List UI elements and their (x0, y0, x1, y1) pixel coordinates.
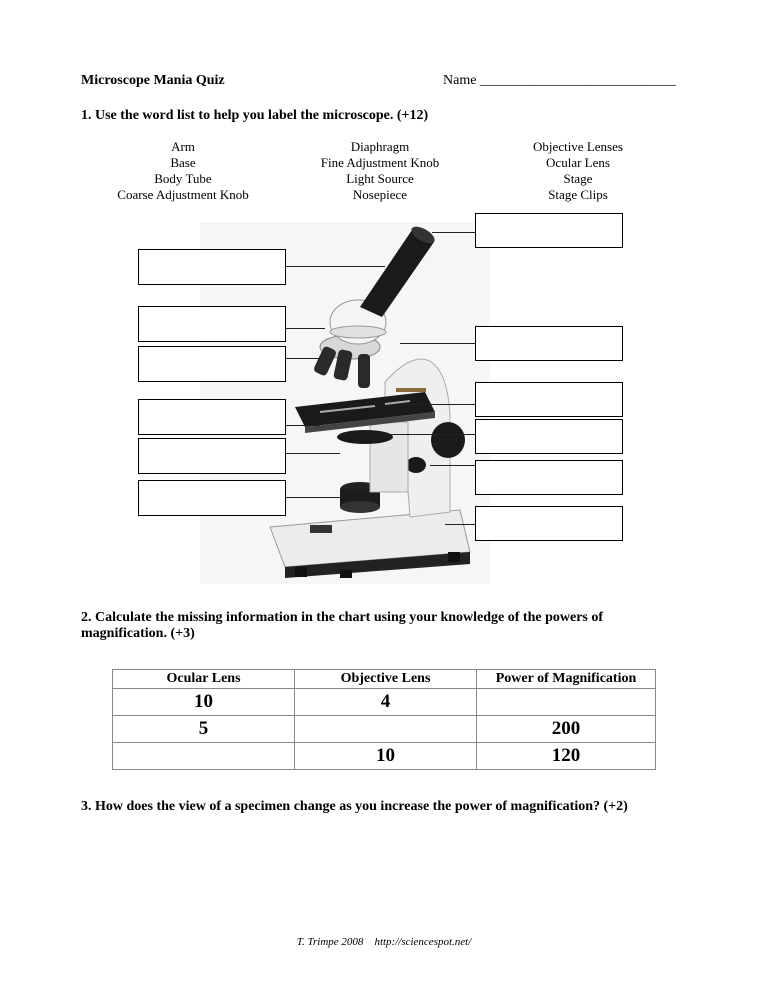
table-cell[interactable] (295, 716, 477, 743)
leader-line (400, 343, 475, 344)
word-list-item: Base (170, 155, 196, 170)
question-2-prompt (81, 610, 701, 642)
word-list-item: Body Tube (154, 171, 212, 186)
word-list-item: Stage (563, 171, 593, 186)
table-cell[interactable] (477, 689, 656, 716)
word-list-item: Fine Adjustment Knob (320, 155, 440, 170)
label-box-left-6[interactable] (138, 480, 286, 516)
leader-line (285, 453, 340, 454)
label-box-left-5[interactable] (138, 438, 286, 474)
column-header-objective: Objective Lens (295, 670, 477, 689)
word-list-item: Arm (171, 139, 195, 154)
word-list-item: Coarse Adjustment Knob (117, 187, 249, 202)
leader-line (285, 497, 340, 498)
leader-line (432, 232, 475, 233)
label-box-left-1[interactable] (138, 249, 286, 285)
footer-credit: T. Trimpe 2008 (296, 936, 364, 948)
question-2-line-2: magnification. (+3) (81, 626, 195, 641)
column-header-ocular: Ocular Lens (113, 670, 295, 689)
name-field-label[interactable]: Name ____________________________ (443, 73, 676, 88)
word-list-item: Light Source (346, 171, 414, 186)
leader-line (430, 465, 475, 466)
table-cell[interactable] (113, 743, 295, 770)
table-cell[interactable]: 120 (477, 743, 656, 770)
table-cell[interactable]: 10 (295, 743, 477, 770)
leader-line (380, 434, 475, 435)
word-list-column-3 (498, 139, 658, 203)
question-2-line-1: 2. Calculate the missing information in the chart using your knowledge of the powers of (81, 610, 604, 625)
label-box-right-5[interactable] (475, 460, 623, 495)
label-box-left-2[interactable] (138, 306, 286, 342)
label-box-right-2[interactable] (475, 326, 623, 361)
leader-line (285, 266, 385, 267)
table-cell[interactable]: 5 (113, 716, 295, 743)
label-box-left-3[interactable] (138, 346, 286, 382)
table-row (113, 689, 656, 716)
quiz-title: Microscope Mania Quiz (81, 73, 225, 88)
table-cell[interactable]: 200 (477, 716, 656, 743)
word-list-item: Objective Lenses (533, 139, 623, 154)
question-1-prompt: 1. Use the word list to help you label the microscope. (+12) (81, 108, 429, 123)
table-row (113, 743, 656, 770)
word-list-item: Ocular Lens (546, 155, 610, 170)
word-list-item: Stage Clips (548, 187, 608, 202)
word-list-item: Nosepiece (352, 187, 408, 202)
word-list-column-1 (103, 139, 263, 203)
table-row (113, 716, 656, 743)
label-box-right-1[interactable] (475, 213, 623, 248)
word-list-item: Diaphragm (350, 139, 410, 154)
table-cell[interactable]: 4 (295, 689, 477, 716)
label-box-right-3[interactable] (475, 382, 623, 417)
label-box-right-4[interactable] (475, 419, 623, 454)
footer-url[interactable]: http://sciencespot.net/ (374, 936, 472, 948)
label-box-left-4[interactable] (138, 399, 286, 435)
leader-line (445, 524, 475, 525)
table-header-row (113, 670, 656, 689)
question-3-prompt: 3. How does the view of a specimen change as you increase the power of magnification? (+2) (81, 799, 628, 814)
leader-line (285, 328, 325, 329)
table-cell[interactable]: 10 (113, 689, 295, 716)
leader-line (285, 425, 320, 426)
label-box-right-6[interactable] (475, 506, 623, 541)
leader-line (405, 404, 475, 405)
leader-line (285, 358, 320, 359)
word-list-column-2 (300, 139, 460, 203)
column-header-power: Power of Magnification (477, 670, 656, 689)
magnification-table (112, 669, 656, 770)
footer (0, 936, 768, 948)
